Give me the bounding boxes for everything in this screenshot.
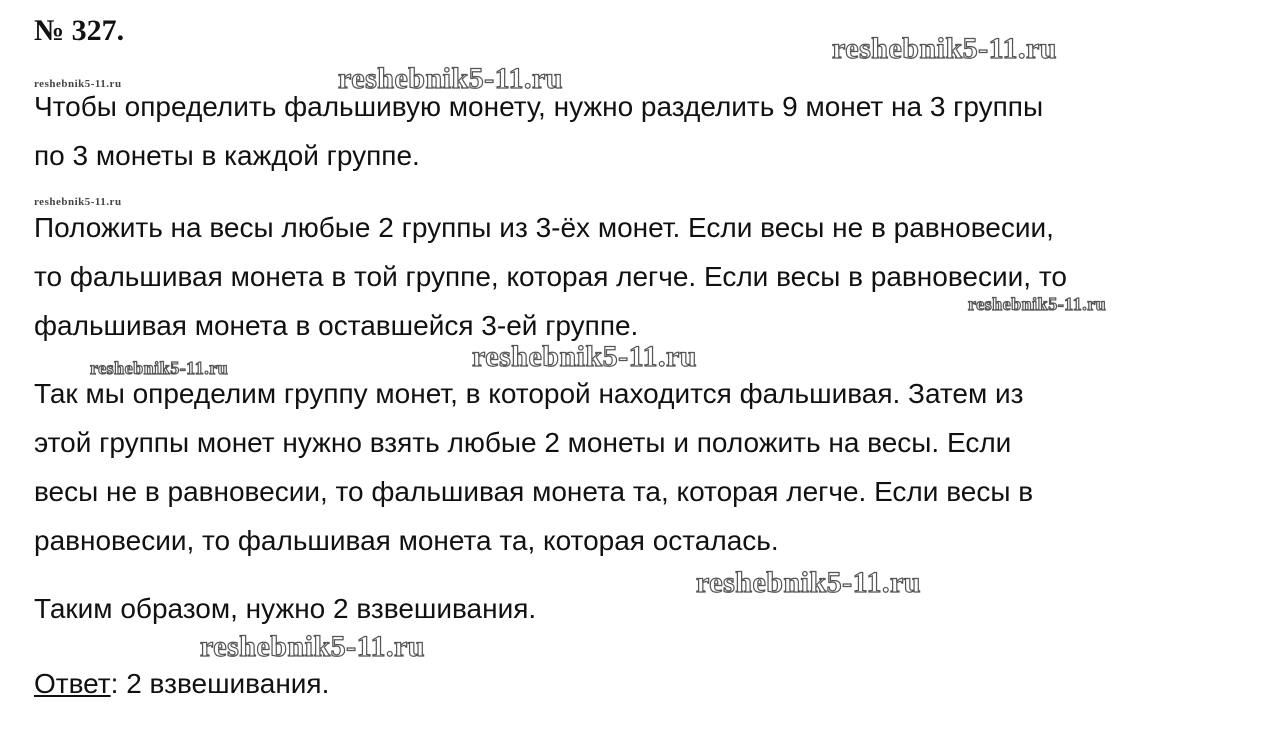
text-line: то фальшивая монета в той группе, которая легче. Если весы в равновесии, то	[34, 261, 1067, 292]
text-line: равновесии, то фальшивая монета та, которая осталась.	[34, 525, 779, 556]
text-line: фальшивая монета в оставшейся 3-ей группе.	[34, 310, 639, 341]
text-line: весы не в равновесии, то фальшивая монета та, которая легче. Если весы в	[34, 476, 1034, 507]
text-line: Чтобы определить фальшивую монету, нужно разделить 9 монет на 3 группы	[34, 91, 1044, 122]
paragraph-3	[34, 369, 1033, 565]
text-line: Таким образом, нужно 2 взвешивания.	[34, 593, 537, 624]
problem-number: № 327.	[34, 14, 125, 47]
answer-text: : 2 взвешивания.	[110, 668, 330, 699]
watermark: reshebnik5-11.ru	[472, 340, 697, 373]
paragraph-1	[34, 82, 1043, 180]
watermark: reshebnik5-11.ru	[338, 62, 563, 95]
text-line: по 3 монеты в каждой группе.	[34, 140, 420, 171]
watermark: reshebnik5-11.ru	[832, 32, 1057, 65]
watermark: reshebnik5-11.ru	[34, 196, 122, 208]
watermark: reshebnik5-11.ru	[968, 294, 1107, 314]
text-line: Так мы определим группу монет, в которой находится фальшивая. Затем из	[34, 378, 1024, 409]
answer-label: Ответ	[34, 668, 111, 699]
paragraph-2	[34, 203, 1067, 350]
text-line: этой группы монет нужно взять любые 2 монеты и положить на весы. Если	[34, 427, 1012, 458]
watermark: reshebnik5-11.ru	[696, 566, 921, 599]
watermark: reshebnik5-11.ru	[200, 630, 425, 663]
answer-line	[34, 659, 329, 708]
text-line: Положить на весы любые 2 группы из 3-ёх монет. Если весы не в равновесии,	[34, 212, 1054, 243]
watermark: reshebnik5-11.ru	[34, 78, 122, 90]
paragraph-4	[34, 584, 536, 633]
watermark: reshebnik5-11.ru	[90, 358, 229, 378]
